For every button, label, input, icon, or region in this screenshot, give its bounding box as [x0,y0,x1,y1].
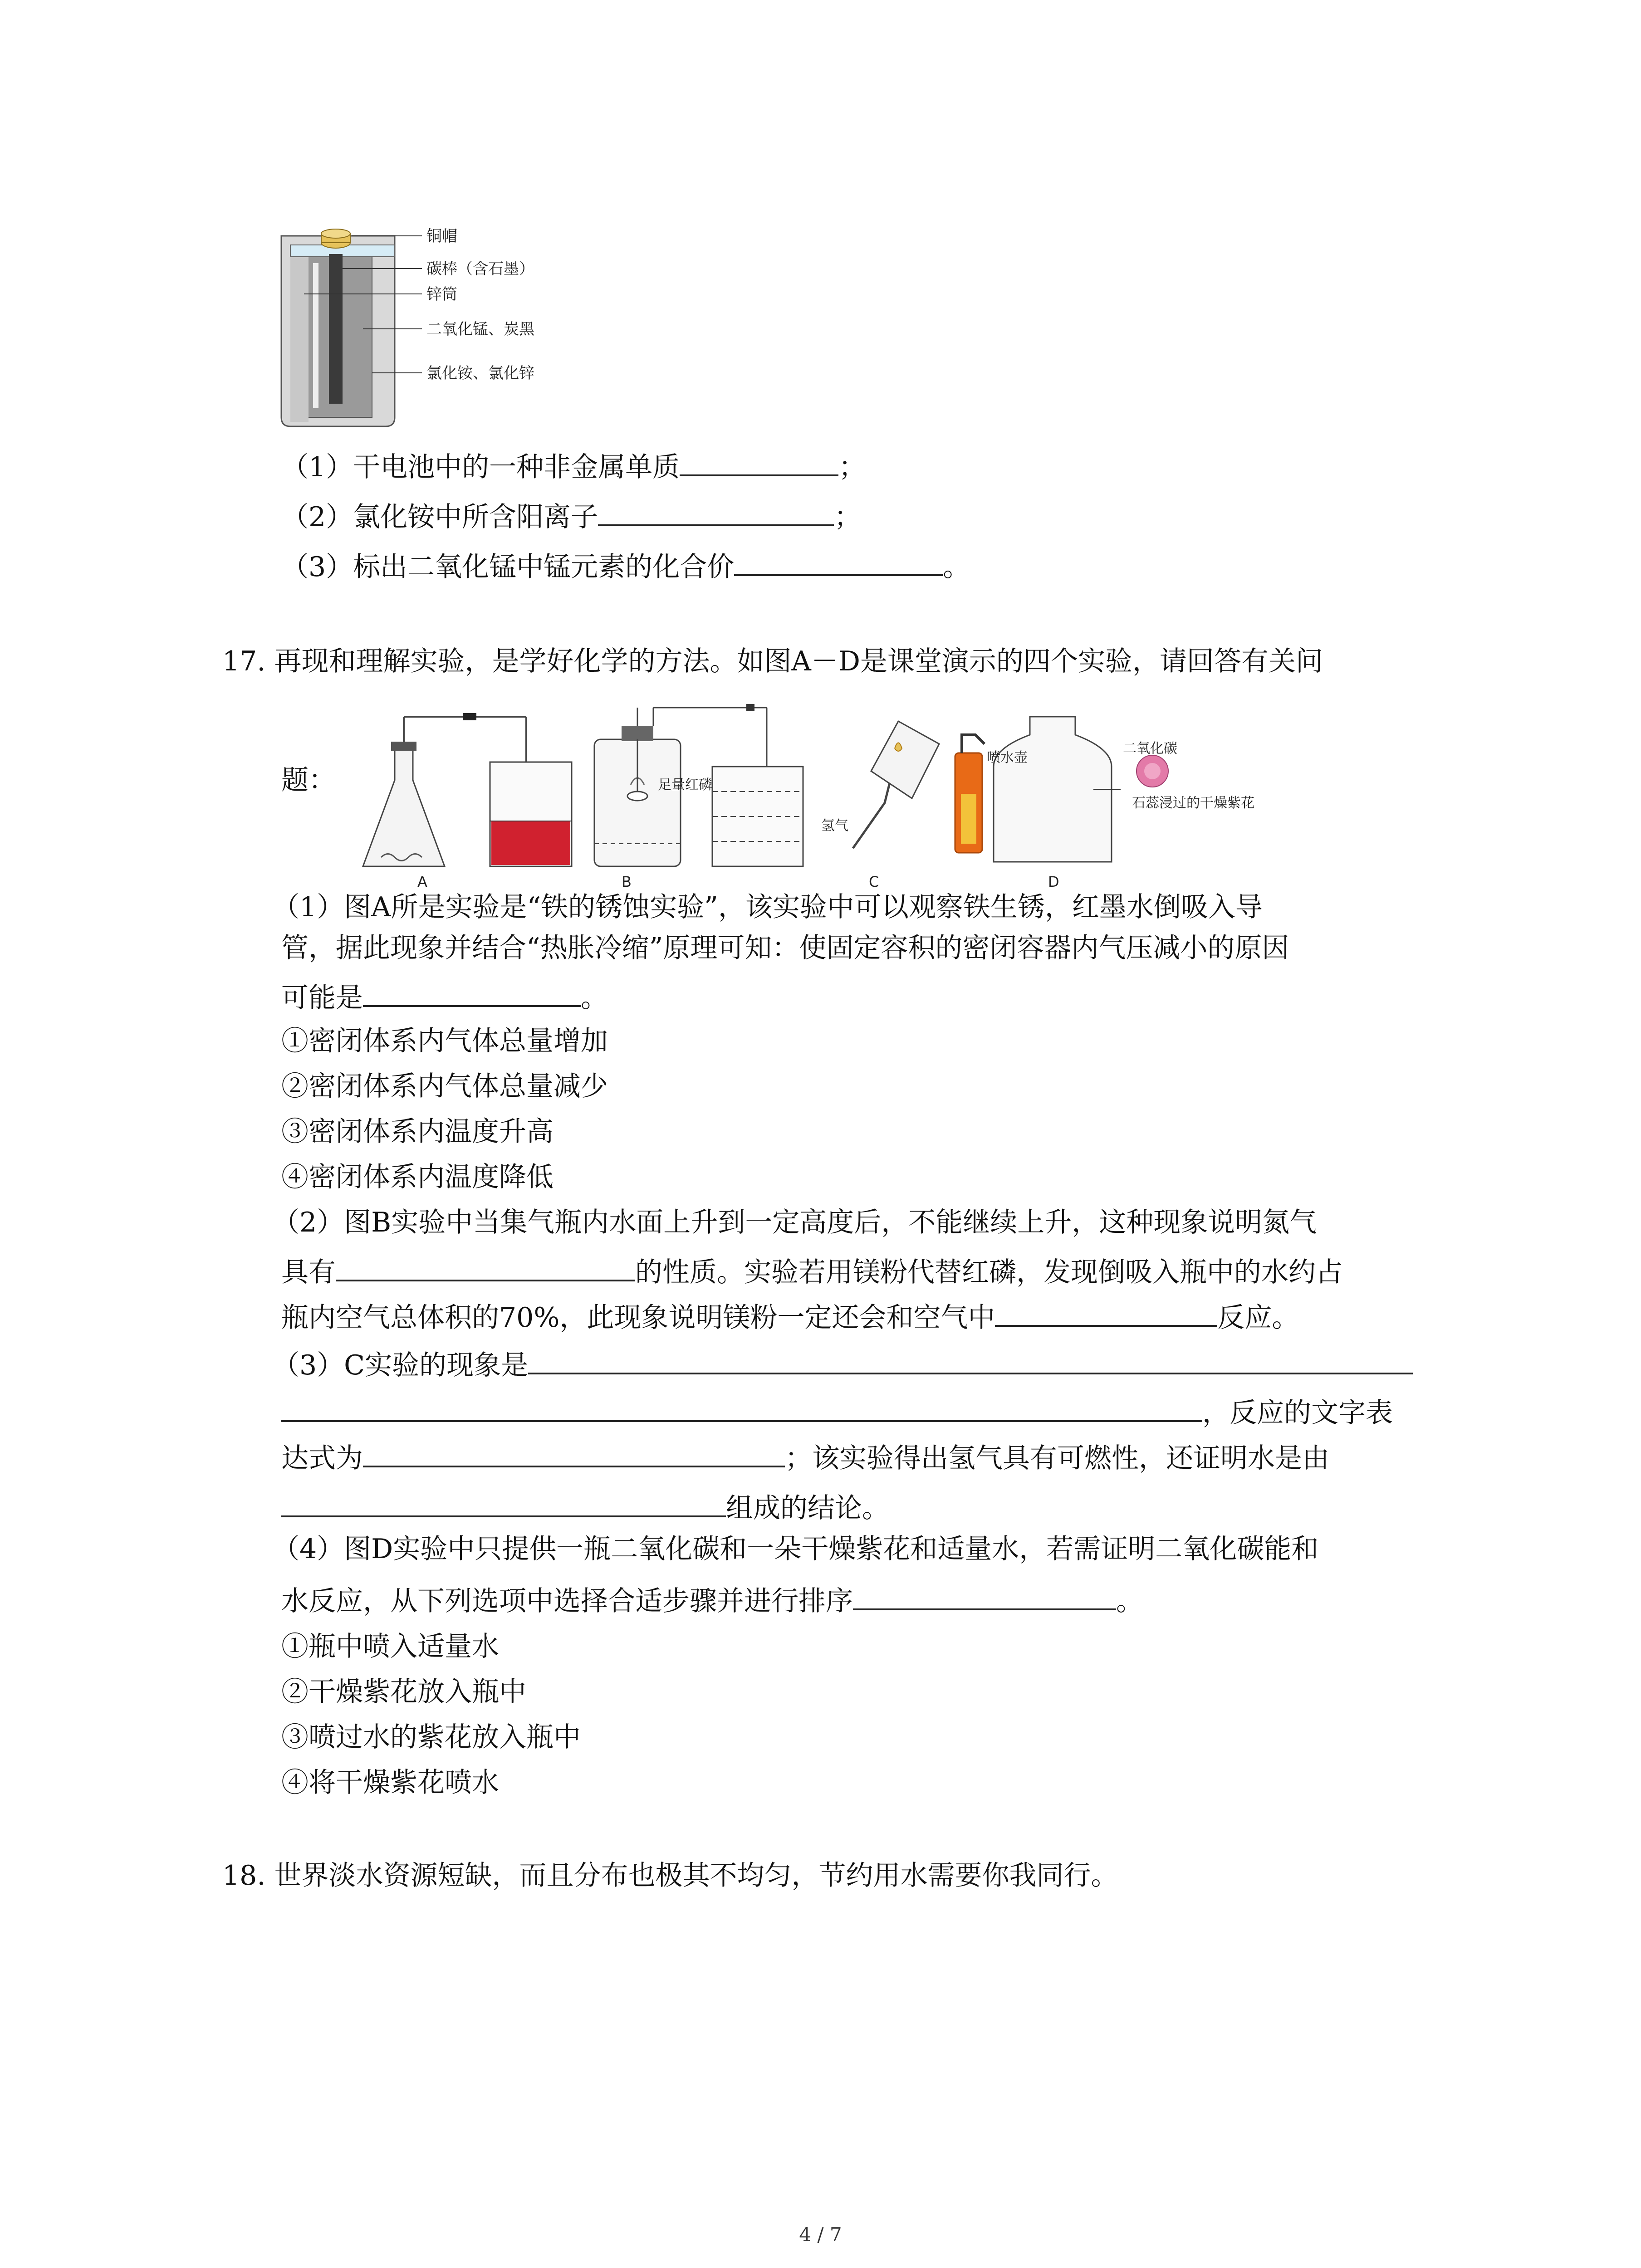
battery-label-mno2: 二氧化锰、炭黑 [426,320,534,338]
q16-part1 [281,449,866,481]
step-option-4: ④将干燥紫花喷水 [281,1767,499,1799]
q16-part3 [281,549,970,581]
label-co2: 二氧化碳 [1123,741,1177,757]
answer-blank[interactable] [528,1347,1413,1374]
q17-part3-line4 [281,1490,889,1522]
label-flower: 石蕊浸过的干燥紫花 [1132,795,1254,811]
step-option-1: ①瓶中喷入适量水 [281,1631,499,1662]
q17-part1-line1: （1）图A所是实验是“铁的锈蚀实验”，该实验中可以观察铁生锈，红墨水倒吸入导 [272,891,1263,923]
q17-part3-line3-rest: ；该实验得出氢气具有可燃性，还证明水是由 [785,1442,1329,1474]
answer-blank[interactable] [281,1490,726,1517]
label-sprayer: 喷水壶 [987,750,1028,766]
q16-part2-end: ； [834,501,862,533]
q17-part3-line3 [281,1440,1329,1472]
q17-part3-line1-text: （3）C实验的现象是 [272,1349,529,1381]
answer-blank[interactable] [363,1440,785,1467]
panel-a-flask [363,713,572,866]
q17-part3-line2-text: ，反应的文字表 [1202,1397,1393,1429]
q17-part1-line3-text: 可能是 [281,982,363,1014]
answer-blank[interactable] [853,1583,1116,1610]
q16-part1-text: （1）干电池中的一种非金属单质 [281,451,680,483]
panel-label-b: B [622,873,632,890]
q16-part3-text: （3）标出二氧化锰中锰元素的化合价 [281,551,735,583]
q16-part1-end: ； [838,451,866,483]
answer-blank[interactable] [680,449,838,476]
battery-label-zinc: 锌筒 [426,285,457,303]
answer-blank[interactable] [598,499,834,526]
q17-stem: 17. 再现和理解实验，是学好化学的方法。如图A－D是课堂演示的四个实验，请回答有关问 [222,645,1323,677]
option-3: ③密闭体系内温度升高 [281,1116,554,1148]
q17-part2-line2-rest: 的性质。实验若用镁粉代替红磷，发现倒吸入瓶中的水约占 [635,1256,1343,1288]
answer-blank[interactable] [363,980,581,1007]
panel-label-c: C [869,873,879,890]
q17-part2-line2-text: 具有 [281,1256,336,1288]
q18-stem: 18. 世界淡水资源短缺，而且分布也极其不均匀，节约用水需要你我同行。 [222,1860,1118,1892]
battery-label-cap: 铜帽 [426,227,457,245]
label-hydrogen: 氢气 [821,818,848,834]
option-1: ①密闭体系内气体总量增加 [281,1025,608,1057]
answer-blank[interactable] [995,1300,1217,1327]
step-option-2: ②干燥紫花放入瓶中 [281,1676,526,1708]
q17-part1-line2: 管，据此现象并结合“热胀冷缩”原理可知：使固定容积的密闭容器内气压减小的原因 [281,932,1289,964]
q17-part2-line3-text: 瓶内空气总体积的70%，此现象说明镁粉一定还会和空气中 [281,1302,995,1334]
panel-c-hydrogen [853,721,939,848]
q16-part2 [281,499,861,531]
panel-label-a: A [417,873,427,890]
q17-part4-line2-text: 水反应，从下列选项中选择合适步骤并进行排序 [281,1585,853,1617]
q17-part2-line2 [281,1254,1343,1286]
q17-part3-line2 [281,1395,1393,1427]
q17-part2-line3-end: 反应。 [1217,1302,1299,1334]
option-2: ②密闭体系内气体总量减少 [281,1070,608,1102]
panel-d-co2 [955,717,1168,862]
q16-part3-end: 。 [943,551,970,583]
q17-part3-line1 [272,1347,1413,1379]
q17-part4-line2-end: 。 [1116,1585,1143,1617]
page-number: 4 / 7 [799,2224,842,2246]
answer-blank[interactable] [281,1395,1202,1422]
battery-diagram [272,218,617,435]
q17-part1-line3-end: 。 [581,982,608,1014]
q17-part3-line3-text: 达式为 [281,1442,363,1474]
q17-part4-line1: （4）图D实验中只提供一瓶二氧化碳和一朵干燥紫花和适量水，若需证明二氧化碳能和 [272,1533,1319,1565]
answer-blank[interactable] [734,549,943,576]
q17-part2-line3 [281,1300,1299,1334]
q17-part4-line2 [281,1583,1143,1615]
option-4: ④密闭体系内温度降低 [281,1161,554,1193]
label-red-phosphorus: 足量红磷 [658,777,712,793]
q17-stem-cont: 题： [281,764,336,796]
q17-part2-line1: （2）图B实验中当集气瓶内水面上升到一定高度后，不能继续上升，这种现象说明氮气 [272,1207,1317,1238]
step-option-3: ③喷过水的紫花放入瓶中 [281,1721,581,1753]
battery-label-rod: 碳棒（含石墨） [426,260,534,278]
answer-blank[interactable] [336,1254,635,1281]
q16-part2-text: （2）氯化铵中所含阳离子 [281,501,598,533]
q17-part3-line4-text: 组成的结论。 [726,1492,889,1524]
experiment-figure [340,699,1254,890]
battery-label-nh4cl: 氯化铵、氯化锌 [426,364,534,382]
q17-part1-line3 [281,980,608,1012]
panel-label-d: D [1048,873,1059,890]
